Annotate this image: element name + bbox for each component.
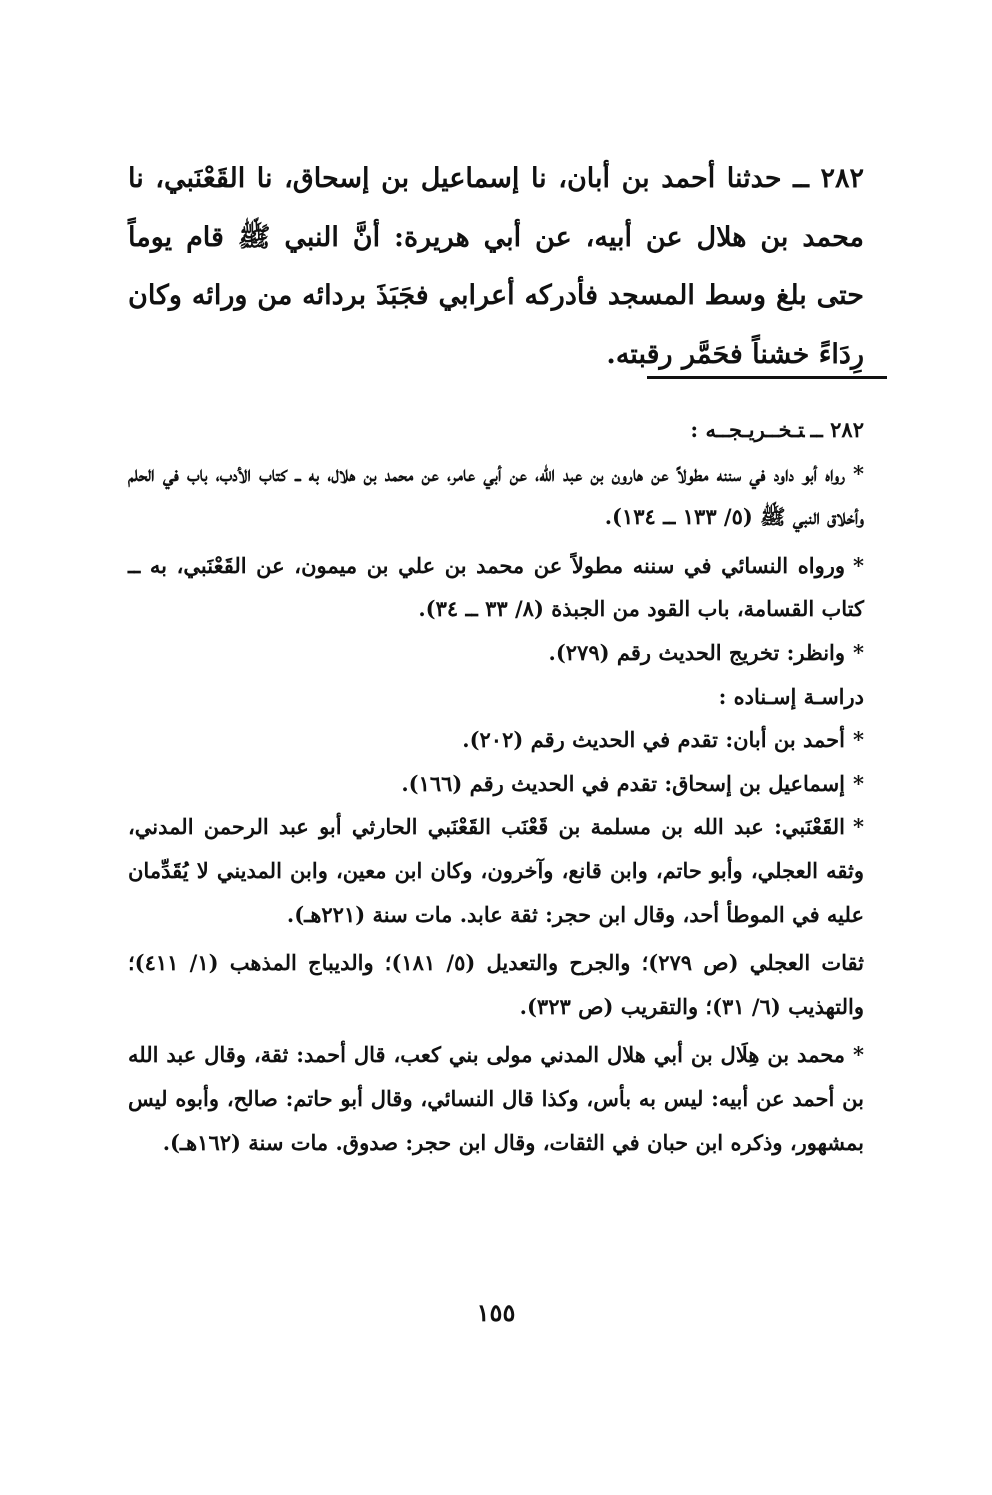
narrator-ismail-ibn-ishaq [128, 762, 864, 806]
hadith-body: ٢٨٢ ــ حدثنا أحمد بن أبان، نا إسماعيل بن إسحاق، نا القَعْنَبي، نا محمد بن هلال عن أبيه، عن أبي هريرة: أنَّ النبي ﷺ قام يوماً حتى بلغ وسط المسجد فأدركه أعرابي فجَبَذَ بردائه من ورائه وكان رِدَاءً خشناً فحَمَّر رقبته. [128, 163, 864, 370]
bullet-marker: * [853, 1042, 864, 1068]
qanabi-sources [128, 941, 864, 1028]
paragraph-text: القَعْنَبي: عبد الله بن مسلمة بن قَعْنَب القَعْنَبي الحارثي أبو عبد الرحمن المدني، وثقه العجلي، وأبو حاتم، وابن قانع، وآخرون، وكان ابن معين، وابن المديني لا يُقَدِّمان عليه في الموطأ أحد، وقال ابن حجر: ثقة عابد. مات سنة (٢٢١هـ). [128, 814, 864, 927]
takhrij-heading: تـخــريـجــه : [690, 417, 805, 442]
takhrij-paragraph-see-also [128, 631, 864, 675]
bullet-marker: * [853, 460, 864, 486]
takhrij-heading-line [128, 408, 864, 452]
bullet-marker: * [853, 770, 864, 796]
paragraph-text: أحمد بن أبان: تقدم في الحديث رقم (٢٠٢). [462, 727, 846, 753]
footnote-separator [647, 376, 887, 379]
page-number: ١٥٥ [476, 1298, 516, 1327]
bullet-marker: * [853, 639, 864, 665]
dirasa-heading-line [128, 675, 864, 719]
paragraph-text: إسماعيل بن إسحاق: تقدم في الحديث رقم (١٦٦). [401, 770, 846, 796]
takhrij-number: ٢٨٢ ــ [810, 417, 864, 442]
bullet-marker: * [853, 814, 864, 840]
paragraph-text: محمد بن هِلَال بن أبي هلال المدني مولى بني كعب، قال أحمد: ثقة، وقال عبد الله بن أحمد عن أبيه: ليس به بأس، وكذا قال النسائي، وقال أبو حاتم: صالح، وأبوه ليس بمشهور، وذكره ابن حبان في الثقات، وقال ابن حجر: صدوق. مات سنة (١٦٢هـ). [128, 1042, 864, 1155]
bullet-marker: * [853, 552, 864, 578]
narrator-ahmad-ibn-aban [128, 718, 864, 762]
dirasa-heading: دراسـة إسـناده : [718, 683, 864, 709]
notes-section [128, 408, 864, 1164]
narrator-muhammad-ibn-hilal [128, 1033, 864, 1164]
paragraph-text: ثقات العجلي (ص ٢٧٩)؛ والجرح والتعديل (٥/ ١٨١)؛ والديباج المذهب (١/ ٤١١)؛ والتهذيب (٦/ ٣١)؛ والتقريب (ص ٣٢٣). [128, 950, 864, 1019]
narrator-qanabi [128, 805, 864, 936]
takhrij-paragraph-abu-dawud [128, 452, 864, 539]
takhrij-paragraph-nasai [128, 544, 864, 631]
bullet-marker: * [853, 727, 864, 753]
paragraph-text: ورواه النسائي في سننه مطولاً عن محمد بن علي بن ميمون، عن القَعْنَبي، به ــ كتاب القسامة، باب القود من الجبذة (٨/ ٣٣ ــ ٣٤). [128, 552, 864, 622]
paragraph-text: رواه أبو داود في سننه مطولاً عن هارون بن عبد الله، عن أبي عامر، عن محمد بن هلال، به ــ كتاب الأدب، باب في الحلم وأخلاق النبي ﷺ (٥/ ١٣٣ ــ ١٣٤). [128, 460, 864, 530]
paragraph-text: وانظر: تخريج الحديث رقم (٢٧٩). [548, 639, 846, 665]
hadith-text [128, 150, 864, 384]
